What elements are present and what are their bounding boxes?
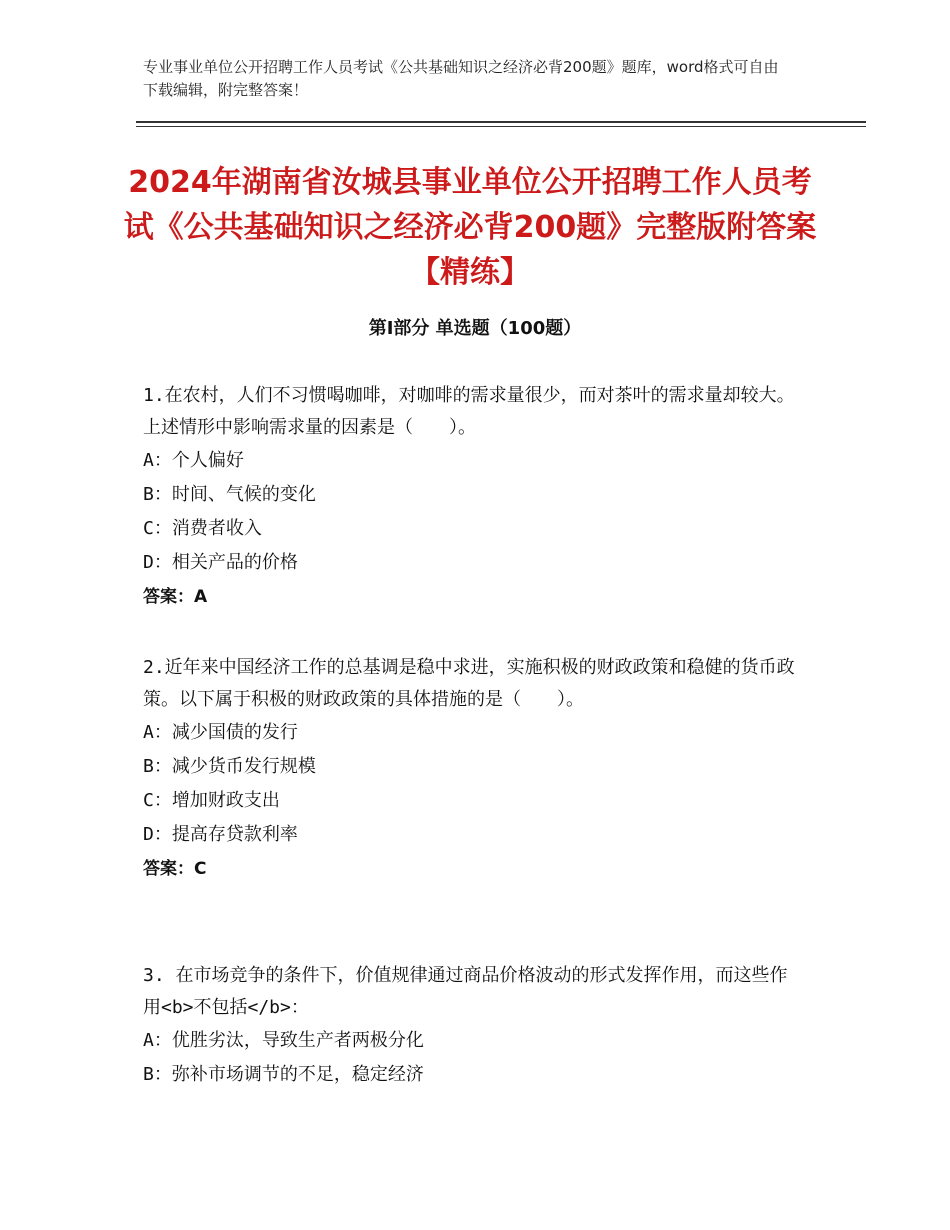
option-a: A：优胜劣汰，导致生产者两极分化 bbox=[143, 1030, 424, 1051]
header-divider-thick bbox=[136, 121, 866, 123]
header-note: 专业事业单位公开招聘工作人员考试《公共基础知识之经济必背200题》题库，word格式可自由下载编辑，附完整答案！ bbox=[143, 58, 779, 99]
option-c: C：增加财政支出 bbox=[143, 790, 280, 811]
option-b: B：减少货币发行规模 bbox=[143, 756, 316, 777]
question-stem: 3. 在市场竞争的条件下，价值规律通过商品价格波动的形式发挥作用，而这些作用<b>不包括</b>： bbox=[143, 965, 788, 1018]
answer: 答案：A bbox=[143, 587, 208, 607]
document-title: 2024年湖南省汝城县事业单位公开招聘工作人员考试《公共基础知识之经济必背200题》完整版附答案【精练】 bbox=[123, 165, 817, 290]
option-c: C：消费者收入 bbox=[143, 518, 262, 539]
question-3 bbox=[143, 960, 803, 1092]
option-b: B：弥补市场调节的不足，稳定经济 bbox=[143, 1064, 424, 1085]
option-b: B：时间、气候的变化 bbox=[143, 484, 316, 505]
option-d: D：相关产品的价格 bbox=[143, 552, 298, 573]
question-stem: 1.在农村，人们不习惯喝咖啡，对咖啡的需求量很少，而对茶叶的需求量却较大。上述情形中影响需求量的因素是（ ）。 bbox=[143, 385, 795, 438]
option-a: A：个人偏好 bbox=[143, 450, 244, 471]
section-heading: 第Ⅰ部分 单选题（100题） bbox=[368, 318, 582, 339]
question-stem: 2.近年来中国经济工作的总基调是稳中求进，实施积极的财政政策和稳健的货币政策。以下属于积极的财政政策的具体措施的是（ ）。 bbox=[143, 657, 795, 710]
question-1 bbox=[143, 380, 803, 614]
header-divider-thin bbox=[136, 126, 866, 127]
question-2 bbox=[143, 652, 803, 886]
option-d: D：提高存贷款利率 bbox=[143, 824, 298, 845]
answer: 答案：C bbox=[143, 859, 207, 879]
option-a: A：减少国债的发行 bbox=[143, 722, 298, 743]
